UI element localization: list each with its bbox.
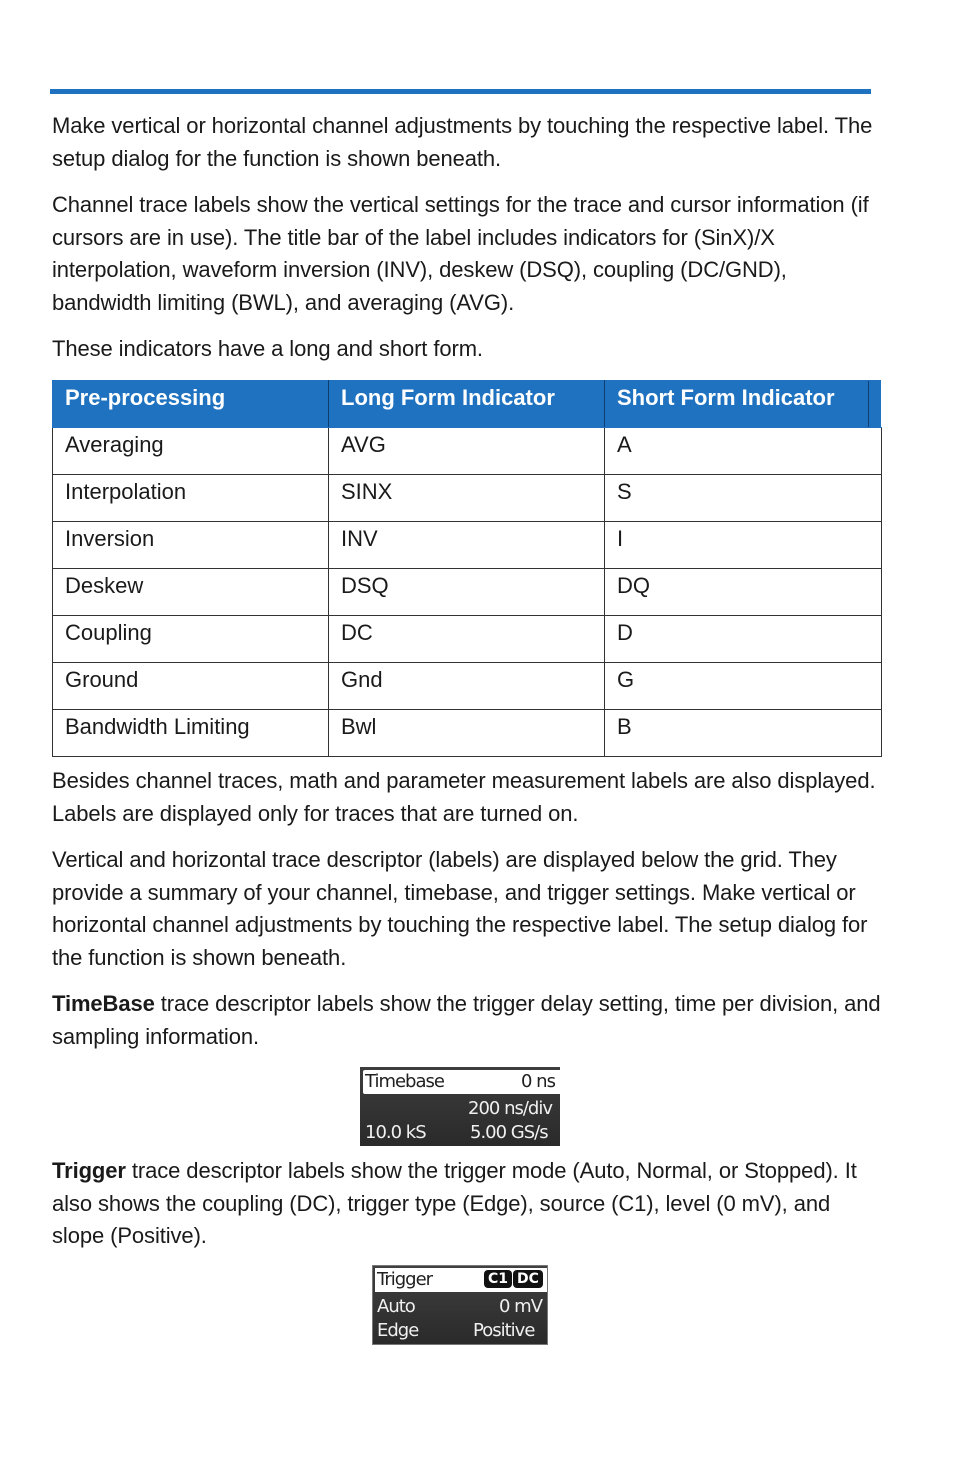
table-row — [53, 710, 882, 757]
intro-paragraph: Make vertical or horizontal channel adjustments by touching the respective label. The setup dialog for the function is shown beneath. — [52, 113, 873, 171]
timebase-samples: 10.0 kS — [365, 1122, 426, 1143]
cell-long-form: Gnd — [329, 663, 605, 710]
timebase-title-bar — [363, 1070, 560, 1094]
cell-pre-processing: Deskew — [53, 569, 329, 616]
descriptor-paragraph: Vertical and horizontal trace descriptor (labels) are displayed below the grid. They provide a summary of your channel, timebase, and trigger settings. Make vertical or horizontal channel adjustments by touching the respective label. The setup dialog for the function is shown beneath. — [52, 847, 868, 970]
cell-long-form: INV — [329, 522, 605, 569]
cell-short-form: A — [605, 428, 882, 475]
math-labels-paragraph: Besides channel traces, math and parameter measurement labels are also displayed. Labels are displayed only for traces that are turned on. — [52, 768, 876, 826]
trigger-source-badge: C1 — [484, 1270, 512, 1288]
trigger-level: 0 mV — [499, 1296, 543, 1317]
header-short-form: Short Form Indicator — [605, 381, 882, 428]
cell-short-form: DQ — [605, 569, 882, 616]
timebase-time-per-div: 200 ns/div — [468, 1098, 553, 1119]
timebase-description: trace descriptor labels show the trigger delay setting, time per division, and sampling information. — [52, 991, 881, 1049]
cell-pre-processing: Bandwidth Limiting — [53, 710, 329, 757]
table-row — [53, 428, 882, 475]
timebase-descriptor[interactable] — [360, 1067, 560, 1146]
cell-long-form: Bwl — [329, 710, 605, 757]
cell-long-form: SINX — [329, 475, 605, 522]
cell-pre-processing: Averaging — [53, 428, 329, 475]
cell-pre-processing: Inversion — [53, 522, 329, 569]
trigger-description: trace descriptor labels show the trigger mode (Auto, Normal, or Stopped). It also shows the coupling (DC), trigger type (Edge), source (C1), level (0 mV), and slope (Positive). — [52, 1158, 857, 1248]
cell-long-form: DC — [329, 616, 605, 663]
trigger-paragraph — [52, 1155, 882, 1253]
cell-short-form: B — [605, 710, 882, 757]
trigger-slope: Positive — [473, 1320, 535, 1341]
table-row — [53, 616, 882, 663]
header-long-form: Long Form Indicator — [329, 381, 605, 428]
timebase-sample-rate: 5.00 GS/s — [470, 1122, 548, 1143]
cell-long-form: AVG — [329, 428, 605, 475]
trigger-coupling-badge: DC — [513, 1270, 543, 1288]
trigger-mode: Auto — [377, 1296, 415, 1317]
header-rule — [50, 89, 871, 94]
cell-short-form: I — [605, 522, 882, 569]
trigger-type: Edge — [377, 1320, 419, 1341]
cell-short-form: G — [605, 663, 882, 710]
cell-short-form: S — [605, 475, 882, 522]
trigger-title: Trigger — [377, 1269, 433, 1290]
table-row — [53, 569, 882, 616]
cell-short-form: D — [605, 616, 882, 663]
trigger-term: Trigger — [52, 1158, 126, 1183]
cell-pre-processing: Interpolation — [53, 475, 329, 522]
cell-pre-processing: Coupling — [53, 616, 329, 663]
table-header-row — [53, 381, 882, 428]
timebase-paragraph — [52, 988, 882, 1053]
cell-pre-processing: Ground — [53, 663, 329, 710]
timebase-delay: 0 ns — [521, 1071, 555, 1092]
header-pre-processing: Pre-processing — [53, 381, 329, 428]
table-row — [53, 475, 882, 522]
timebase-title: Timebase — [365, 1071, 444, 1092]
channel-labels-paragraph: Channel trace labels show the vertical settings for the trace and cursor information (if cursors are in use). The title bar of the label includes indicators for (SinX)/X interpolation, waveform inversion (INV), deskew (DSQ), coupling (DC/GND), bandwidth limiting (BWL), and averaging (AVG). — [52, 192, 869, 315]
indicator-forms-paragraph: These indicators have a long and short form. — [52, 336, 483, 361]
trigger-descriptor[interactable] — [372, 1265, 548, 1345]
timebase-term: TimeBase — [52, 991, 155, 1016]
cell-long-form: DSQ — [329, 569, 605, 616]
table-row — [53, 522, 882, 569]
table-row — [53, 663, 882, 710]
indicator-table — [52, 380, 882, 757]
